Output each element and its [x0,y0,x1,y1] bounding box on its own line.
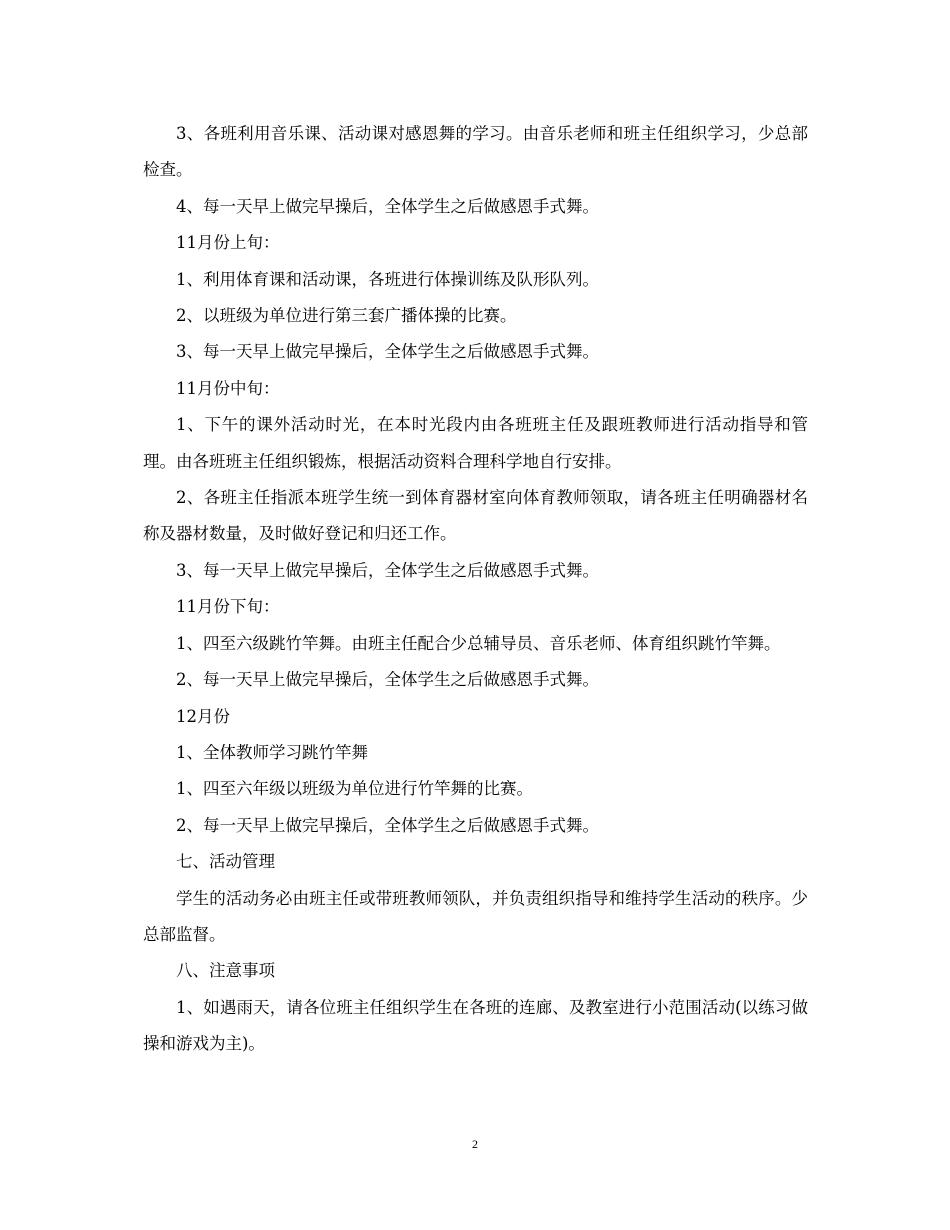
paragraph-17: 2、每一天早上做完早操后，全体学生之后做感恩手式舞。 [176,815,599,835]
paragraph-10: 3、每一天早上做完早操后，全体学生之后做感恩手式舞。 [176,560,599,580]
paragraph-1: 3、各班利用音乐课、活动课对感恩舞的学习。由音乐老师和班主任组织学习，少总部检查。 [143,124,808,180]
section-heading-nov-mid: 11月份中旬： [176,378,280,398]
section-heading-notes: 八、注意事项 [176,961,275,981]
paragraph-15: 1、全体教师学习跳竹竿舞 [176,742,368,762]
paragraph-5: 2、以班级为单位进行第三套广播体操的比赛。 [176,306,517,326]
paragraph-4: 1、利用体育课和活动课，各班进行体操训练及队形队列。 [176,269,599,289]
paragraph-19: 学生的活动务必由班主任或带班教师领队，并负责组织指导和维持学生活动的秩序。少总部监督。 [143,888,808,944]
section-heading-dec: 12月份 [176,706,230,726]
paragraph-6: 3、每一天早上做完早操后，全体学生之后做感恩手式舞。 [176,342,599,362]
document-body [143,116,808,1063]
section-heading-activity-management: 七、活动管理 [176,852,275,872]
paragraph-8: 1、下午的课外活动时光，在本时光段内由各班班主任及跟班教师进行活动指导和管理。由各班班主任组织锻炼，根据活动资料合理科学地自行安排。 [143,415,808,471]
paragraph-21: 1、如遇雨天，请各位班主任组织学生在各班的连廊、及教室进行小范围活动(以练习做操和游戏为主)。 [143,997,808,1054]
section-heading-nov-late: 11月份下旬： [176,597,280,617]
paragraph-2: 4、每一天早上做完早操后，全体学生之后做感恩手式舞。 [176,196,599,216]
paragraph-16: 1、四至六年级以班级为单位进行竹竿舞的比赛。 [176,779,533,799]
page-number: 2 [472,1137,478,1151]
paragraph-12: 1、四至六级跳竹竿舞。由班主任配合少总辅导员、音乐老师、体育组织跳竹竿舞。 [176,633,781,653]
section-heading-nov-early: 11月份上旬： [176,233,280,253]
paragraph-13: 2、每一天早上做完早操后，全体学生之后做感恩手式舞。 [176,670,599,690]
paragraph-9: 2、各班主任指派本班学生统一到体育器材室向体育教师领取，请各班主任明确器材名称及器材数量，及时做好登记和归还工作。 [143,488,808,544]
